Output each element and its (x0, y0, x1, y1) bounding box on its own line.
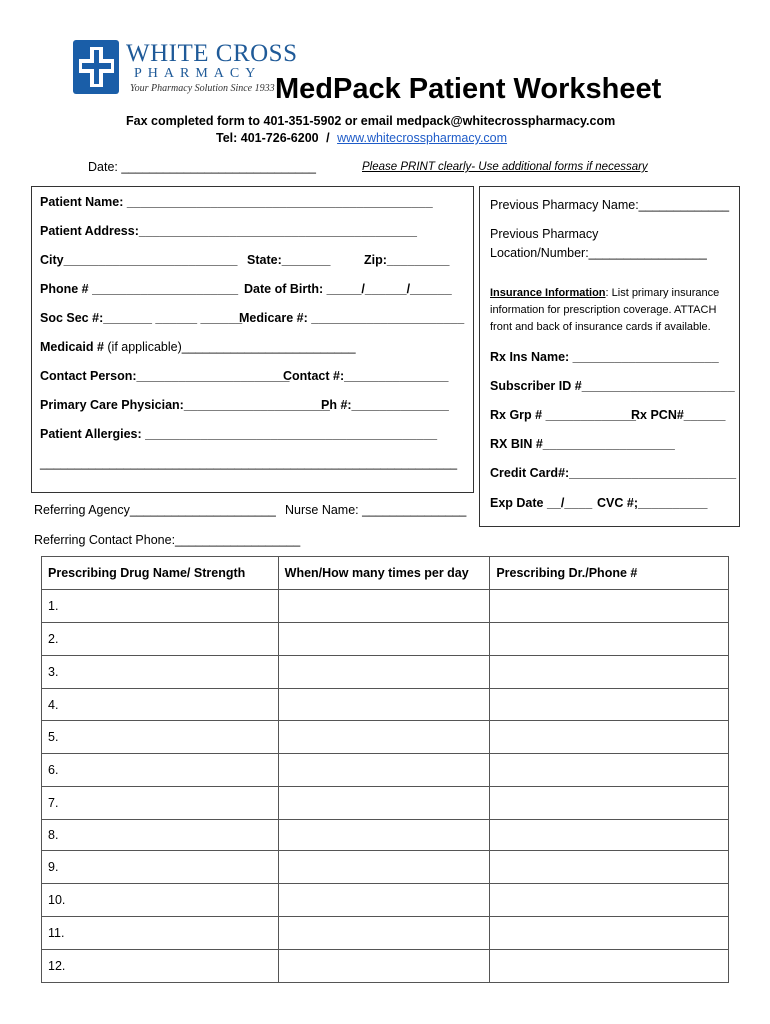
insurance-info-line1: : List primary insurance (605, 287, 720, 299)
table-row (42, 884, 729, 917)
print-note: Please PRINT clearly- Use additional forms if necessary (362, 161, 648, 173)
col-doctor-header: Prescribing Dr./Phone # (490, 557, 729, 590)
cross-logo-inner-horizontal (82, 63, 111, 69)
table-row (42, 623, 729, 656)
rx-bin-field[interactable]: RX BIN #___________________ (490, 437, 675, 451)
frequency-cell[interactable] (278, 689, 490, 721)
referring-phone-field[interactable]: Referring Contact Phone:__________________ (34, 533, 301, 547)
tel: Tel: 401-726-6200 (216, 131, 319, 145)
table-row (42, 917, 729, 950)
drug-cell[interactable]: 1. (42, 590, 279, 623)
insurance-info-line3: front and back of insurance cards if available. (490, 321, 711, 333)
col-frequency-header: When/How many times per day (278, 557, 490, 590)
rx-grp-field[interactable]: Rx Grp # _____________ (490, 408, 636, 422)
credit-card-field[interactable]: Credit Card#:________________________ (490, 466, 737, 480)
referring-agency-field[interactable]: Referring Agency_____________________ (34, 503, 276, 517)
frequency-cell[interactable] (278, 590, 490, 623)
page-title: MedPack Patient Worksheet (275, 73, 662, 105)
allergies-field-line2[interactable]: ____________________________________________________________ (40, 456, 458, 470)
drug-cell[interactable]: 10. (42, 884, 279, 917)
doctor-cell[interactable] (490, 623, 729, 656)
doctor-cell[interactable] (490, 787, 729, 820)
doctor-cell[interactable] (490, 917, 729, 950)
frequency-cell[interactable] (278, 721, 490, 754)
exp-date-field[interactable]: Exp Date __/____ (490, 496, 593, 510)
medicaid-field[interactable] (40, 340, 356, 354)
drug-cell[interactable]: 3. (42, 656, 279, 689)
frequency-cell[interactable] (278, 656, 490, 689)
drug-cell[interactable]: 7. (42, 787, 279, 820)
doctor-cell[interactable] (490, 820, 729, 851)
drug-cell[interactable]: 4. (42, 689, 279, 721)
patient-name-field[interactable]: Patient Name: ____________________________________________ (40, 195, 433, 209)
contact-person-field[interactable]: Contact Person:______________________ (40, 369, 290, 383)
doctor-cell[interactable] (490, 590, 729, 623)
table-row (42, 787, 729, 820)
table-row (42, 721, 729, 754)
table-row (42, 851, 729, 884)
frequency-cell[interactable] (278, 787, 490, 820)
doctor-cell[interactable] (490, 851, 729, 884)
prescription-table (41, 556, 729, 983)
drug-cell[interactable]: 9. (42, 851, 279, 884)
nurse-name-field[interactable]: Nurse Name: _______________ (285, 503, 467, 517)
table-row (42, 950, 729, 983)
dob-field[interactable]: Date of Birth: _____/______/______ (244, 282, 452, 296)
allergies-field[interactable]: Patient Allergies: __________________________________________ (40, 427, 438, 441)
insurance-info-text (490, 287, 719, 299)
frequency-cell[interactable] (278, 851, 490, 884)
city-field[interactable]: City_________________________ (40, 253, 238, 267)
frequency-cell[interactable] (278, 950, 490, 983)
website-link[interactable]: www.whitecrosspharmacy.com (337, 131, 508, 145)
doctor-cell[interactable] (490, 721, 729, 754)
drug-cell[interactable]: 2. (42, 623, 279, 656)
frequency-cell[interactable] (278, 754, 490, 787)
table-row (42, 754, 729, 787)
subscriber-id-field[interactable]: Subscriber ID #______________________ (490, 379, 735, 393)
previous-pharmacy-label: Previous Pharmacy (490, 227, 599, 241)
medicare-field[interactable]: Medicare #: ______________________ (239, 311, 465, 325)
rx-ins-name-field[interactable]: Rx Ins Name: _____________________ (490, 350, 719, 364)
contact-number-field[interactable]: Contact #:_______________ (283, 369, 449, 383)
state-field[interactable]: State:_______ (247, 253, 331, 267)
doctor-cell[interactable] (490, 754, 729, 787)
drug-cell[interactable]: 8. (42, 820, 279, 851)
patient-address-field[interactable]: Patient Address:________________________________________ (40, 224, 417, 238)
cvc-field[interactable]: CVC #;__________ (597, 496, 708, 510)
insurance-info-title: Insurance Information (490, 287, 606, 299)
table-row (42, 689, 729, 721)
col-drug-header: Prescribing Drug Name/ Strength (42, 557, 279, 590)
previous-pharmacy-field[interactable]: Previous Pharmacy Name:_____________ (490, 198, 730, 212)
drug-cell[interactable]: 5. (42, 721, 279, 754)
insurance-info-line2: information for prescription coverage. ATTACH (490, 304, 717, 316)
pcp-field[interactable]: Primary Care Physician:_____________________ (40, 398, 330, 412)
rx-pcn-field[interactable]: Rx PCN#______ (631, 408, 726, 422)
fax-line: Fax completed form to 401-351-5902 or email medpack@whitecrosspharmacy.com (126, 114, 616, 128)
frequency-cell[interactable] (278, 820, 490, 851)
drug-cell[interactable]: 6. (42, 754, 279, 787)
medicaid-label: Medicaid # (40, 340, 104, 354)
frequency-cell[interactable] (278, 917, 490, 950)
drug-cell[interactable]: 11. (42, 917, 279, 950)
table-row (42, 820, 729, 851)
phone-field[interactable]: Phone # _____________________ (40, 282, 239, 296)
frequency-cell[interactable] (278, 623, 490, 656)
medicaid-blank: (if applicable)_________________________ (103, 340, 356, 354)
separator: / (326, 131, 330, 145)
pharmacy-location-field[interactable]: Location/Number:_________________ (490, 246, 707, 260)
zip-field[interactable]: Zip:_________ (364, 253, 450, 267)
pcp-phone-field[interactable]: Ph #:______________ (321, 398, 449, 412)
doctor-cell[interactable] (490, 689, 729, 721)
table-header-row (42, 557, 729, 590)
doctor-cell[interactable] (490, 950, 729, 983)
date-field[interactable]: Date: ____________________________ (88, 160, 317, 174)
drug-cell[interactable]: 12. (42, 950, 279, 983)
contact-line (216, 131, 507, 145)
doctor-cell[interactable] (490, 884, 729, 917)
brand-tagline: Your Pharmacy Solution Since 1933 (130, 83, 275, 94)
brand-name: WHITE CROSS (126, 40, 298, 67)
brand-subtitle: PHARMACY (134, 66, 262, 81)
soc-sec-field[interactable]: Soc Sec #:_______ ______ ______ (40, 311, 243, 325)
frequency-cell[interactable] (278, 884, 490, 917)
doctor-cell[interactable] (490, 656, 729, 689)
table-row (42, 656, 729, 689)
table-row (42, 590, 729, 623)
